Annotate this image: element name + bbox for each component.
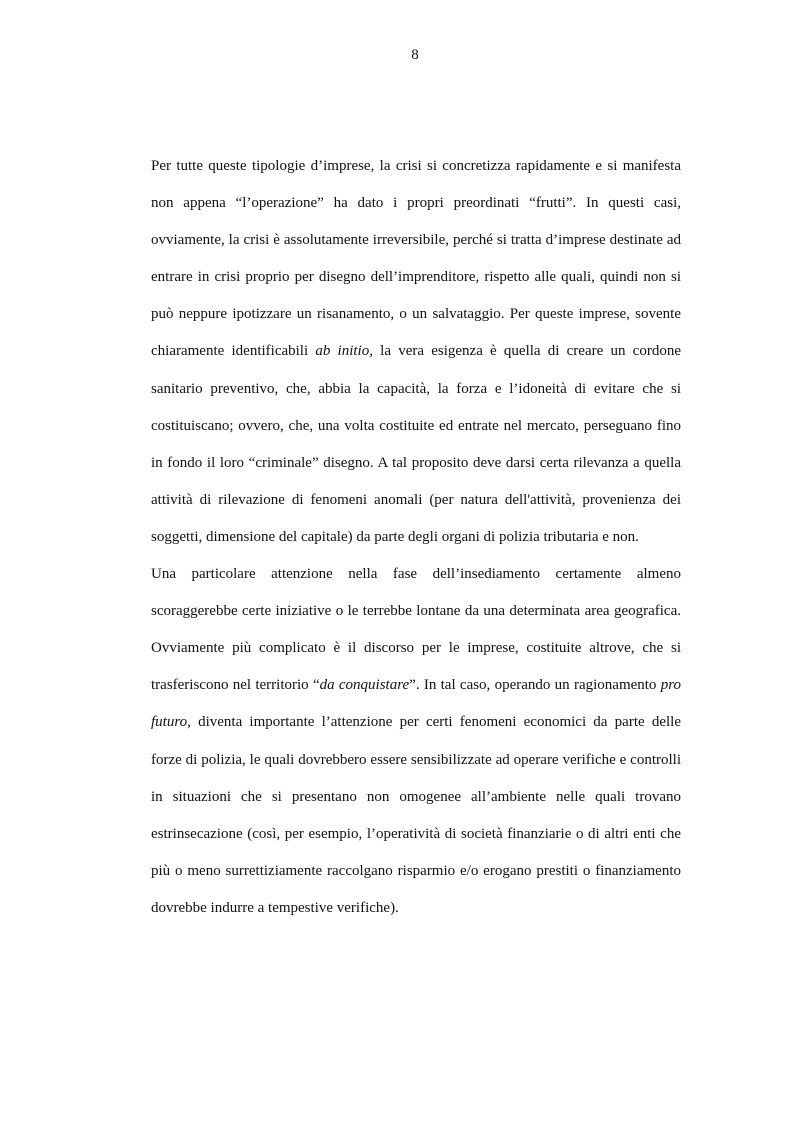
paragraph-text: Per tutte queste tipologie d’imprese, la crisi si concretizza rapidamente e si manifesta non appena “l’operazione” ha dato i propri preordinati “frutti”. In questi casi, ovviamente, la crisi è assolutamente irreversibile, perché si tratta d’imprese destinate ad entrare in crisi proprio per disegno dell’imprenditore, rispetto alle quali, quindi non si può neppure ipotizzare un risanamento, o un salvataggio. Per queste imprese, sovente chiaramente identificabili bbox=[151, 158, 681, 360]
body-text bbox=[151, 148, 681, 927]
paragraph-italic-text: da conquistare bbox=[319, 677, 410, 694]
page-number: 8 bbox=[411, 47, 419, 63]
paragraph-text: Una particolare attenzione nella fase dell’insediamento certamente almeno scoraggerebbe certe iniziative o le terrebbe lontane da una determinata area geografica. Ovviamente più complicato è il discorso per le imprese, costituite altrove, che si trasferiscono nel territorio “ bbox=[151, 566, 681, 694]
paragraph bbox=[151, 148, 681, 556]
paragraph-italic-text: pro futuro, bbox=[151, 677, 681, 731]
paragraph-text: diventa importante l’attenzione per certi fenomeni economici da parte delle forze di polizia, le quali dovrebbero essere sensibilizzate ad operare verifiche e controlli in situazioni che si presentano non omogenee all’ambiente nelle quali trovano estrinsecazione (così, per esempio, l’operatività di società finanziarie o di altri enti che più o meno surrettiziamente raccolgano risparmio e/o erogano prestiti o finanziamento dovrebbe indurre a tempestive verifiche). bbox=[151, 714, 681, 916]
paragraph-text: ”. In tal caso, operando un ragionamento bbox=[409, 677, 661, 694]
paragraph-text: , la vera esigenza è quella di creare un cordone sanitario preventivo, che, abbia la capacità, la forza e l’idoneità di evitare che si costituiscano; ovvero, che, una volta costituite ed entrate nel mercato, perseguano fino in fondo il loro “criminale” disegno. A tal proposito deve darsi certa rilevanza a quella attività di rilevazione di fenomeni anomali (per natura dell'attività, provenienza dei soggetti, dimensione del capitale) da parte degli organi di polizia tributaria e non. bbox=[151, 343, 681, 545]
paragraph-italic-text: ab initio bbox=[315, 343, 370, 360]
paragraph bbox=[151, 556, 681, 927]
